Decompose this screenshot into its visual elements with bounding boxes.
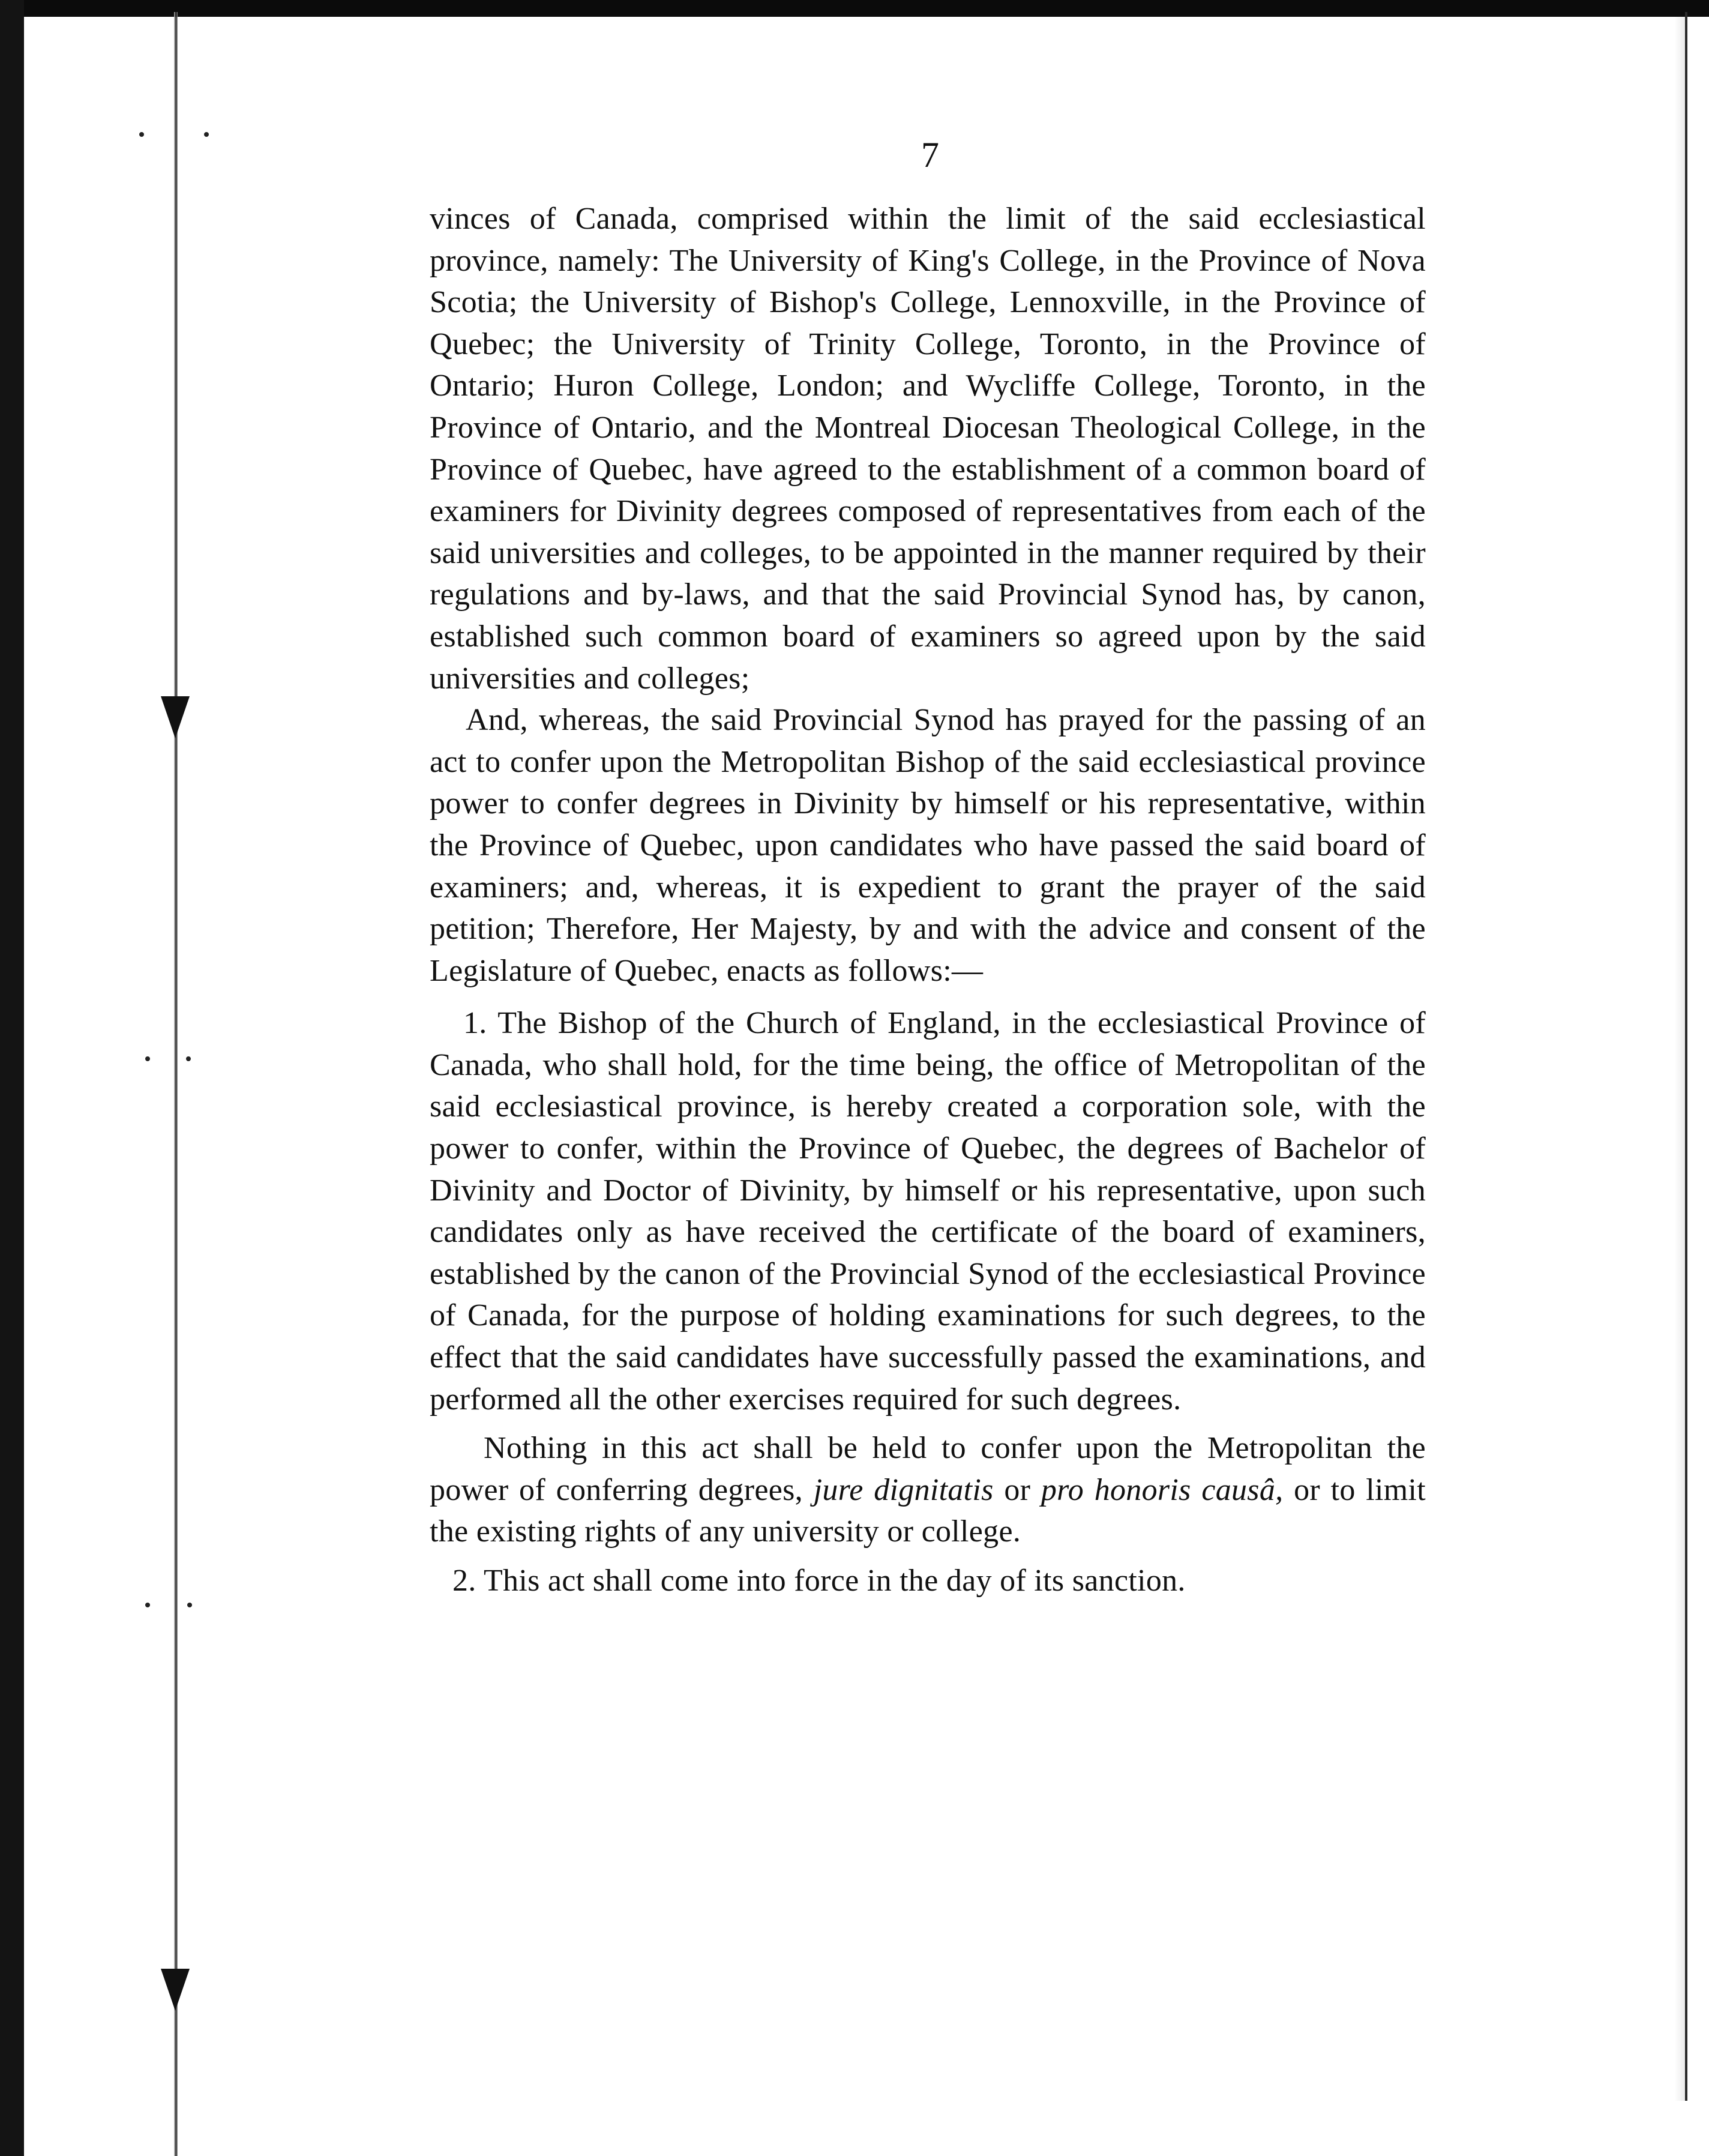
binding-stitch-mark [161, 1969, 190, 2011]
paragraph-saving-clause [430, 1427, 1426, 1553]
paragraph-section-1: 1. The Bishop of the Church of England, in the ecclesiastical Province of Canada, who shall hold, for the time being, the office of Metropolitan of the said ecclesiastical province, is hereby created a corporation sole, with the power to confer, within the Province of Quebec, the degrees of Bachelor of Divinity and Doctor of Divinity, by himself or his representative, upon such candidates only as have received the certificate of the board of examiners, established by the canon of the Provincial Synod of the ecclesiastical Province of Canada, for the purpose of holding examinations for such degrees, to the effect that the said candidates have successfully passed the examinations, and performed all the other exercises required for such degrees. [430, 1006, 1426, 1417]
saving-clause-text-b: or to limit the existing rights of any university or college. [430, 1472, 1426, 1549]
page-edge-shadow [1674, 12, 1685, 2101]
paragraph-whereas: And, whereas, the said Provincial Synod has prayed for the passing of an act to confer upon the Metropolitan Bishop of the said ecclesiastical province power to confer degrees in Divinity by himself or his representative, within the Province of Quebec, upon candidates who have passed the said board of examiners; and, whereas, it is expedient to grant the prayer of the said petition; Therefore, Her Majesty, by and with the advice and consent of the Legislature of Quebec, enacts as follows:— [430, 703, 1426, 988]
binding-gutter [169, 12, 181, 2156]
paragraph-section-2: 2. This act shall come into force in the day of its sanction. [452, 1564, 1186, 1598]
scan-top-border [0, 0, 1709, 17]
binding-hole [145, 1056, 150, 1061]
scan-left-border [0, 0, 24, 2156]
binding-hole [139, 132, 144, 137]
binding-hole [186, 1056, 191, 1061]
binding-hole [204, 132, 209, 137]
saving-clause-or: or [1004, 1472, 1031, 1507]
paragraph-preamble-continuation: vinces of Canada, comprised within the limit of the said ecclesiastical province, namely: The University of King's College, in the Province of Nova Scotia; the University of Bishop's College, Lennoxville, in the Province of Quebec; the University of Trinity College, Toronto, in the Province of Ontario; Huron College, London; and Wycliffe College, Toronto, in the Province of Ontario, and the Montreal Diocesan Theological College, in the Province of Quebec, have agreed to the establishment of a common board of examiners for Divinity degrees composed of representatives from each of the said universities and colleges, to be appointed in the manner required by their regulations and by-laws, and that the said Provincial Synod has, by canon, established such common board of examiners so agreed upon by the said universities and colleges; [430, 202, 1426, 696]
page-right-edge [1685, 12, 1687, 2101]
latin-phrase-jure-dignitatis: jure dignitatis [813, 1472, 994, 1507]
binding-hole [187, 1603, 192, 1607]
latin-phrase-pro-honoris-causa: pro honoris causâ, [1041, 1472, 1284, 1507]
binding-line [174, 12, 178, 2156]
binding-hole [145, 1603, 150, 1607]
binding-stitch-mark [161, 696, 190, 738]
saving-clause-text-a: Nothing in this act shall be held to confer upon the Metropolitan the power of conferring degrees, [430, 1431, 1426, 1507]
page-number: 7 [921, 135, 939, 175]
body-text [430, 198, 1426, 1602]
